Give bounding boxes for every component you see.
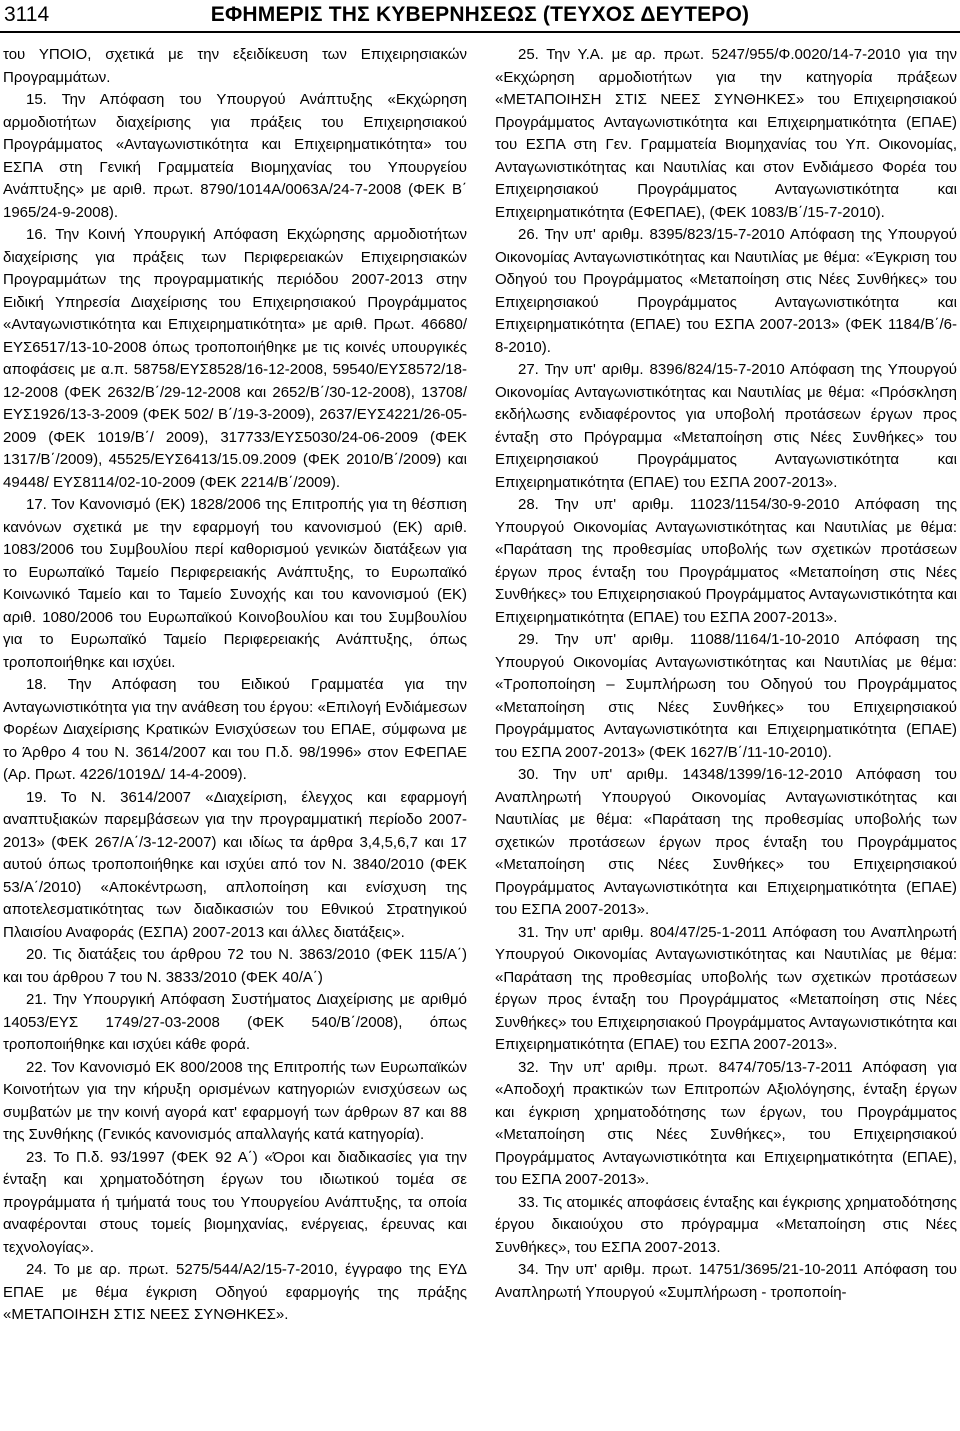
paragraph: 18. Την Απόφαση του Ειδικού Γραμματέα για την Ανταγωνιστικότητα για την ανάθεση του έργου: «Επιλογή Ενδιάμεσων Φορέων Διαχείρισης Κρατικών Ενισχύσεων του ΕΠΑΕ, σύμφωνα με το Άρθρο 4 του Ν. 3614/2007 και του Π.δ. 98/1996» στον ΕΦΕΠΑΕ (Αρ. Πρωτ. 4226/1019Δ/ 14-4-2009). [3, 676, 467, 783]
paragraph: 31. Την υπ' αριθμ. 804/47/25-1-2011 Απόφαση του Αναπληρωτή Υπουργού Οικονομίας Ανταγωνιστικότητας και Ναυτιλίας με θέμα: «Παράταση της προθεσμίας υποβολής των σχετικών προτάσεων έργων προς ένταξη του Προγράμματος «Μεταποίηση στις Νέες Συνθήκες» του Επιχειρησιακού Προγράμματος Ανταγωνιστικότητα και Επιχειρηματικότητα (ΕΠΑΕ) του ΕΣΠΑ 2007-2013». [495, 923, 957, 1053]
paragraph: 32. Την υπ' αριθμ. πρωτ. 8474/705/13-7-2011 Απόφαση για «Αποδοχή πρακτικών των Επιτροπών Αξιολόγησης, ένταξη έργων και έγκριση χρηματοδότησης των έργων, του Προγράμματος «Μεταποίηση στις Νέες Συνθήκες», του Επιχειρησιακού Προγράμματος Ανταγωνιστικότητα και Επιχειρηματικότητα (ΕΠΑΕ), του ΕΣΠΑ 2007-2013». [495, 1058, 957, 1188]
paragraph: 33. Τις ατομικές αποφάσεις ένταξης και έγκρισης χρηματοδότησης έργου δικαιούχου στο πρόγραμμα «Μεταποίηση στις Νέες Συνθήκες», του ΕΣΠΑ 2007-2013. [495, 1193, 957, 1256]
paragraph: 24. Το με αρ. πρωτ. 5275/544/Α2/15-7-2010, έγγραφο της ΕΥΔ ΕΠΑΕ με θέμα έγκριση Οδηγού εφαρμογής της πράξης «ΜΕΤΑΠΟΙΗΣΗ ΣΤΙΣ ΝΕΕΣ ΣΥΝΘΗΚΕΣ». [3, 1261, 467, 1323]
paragraph: 27. Την υπ' αριθμ. 8396/824/15-7-2010 Απόφαση της Υπουργού Οικονομίας Ανταγωνιστικότητας και Ναυτιλίας με θέμα: «Πρόσκληση εκδήλωσης ενδιαφέροντος για υποβολή προτάσεων έργων προς ένταξη στο Πρόγραμμα «Μεταποίηση στις Νέες Συνθήκες» του Επιχειρησιακού Προγράμματος Ανταγωνιστικότητα και Επιχειρηματικότητα (ΕΠΑΕ) του ΕΣΠΑ 2007-2013». [495, 361, 957, 491]
right-column [495, 44, 957, 1426]
paragraph: 29. Την υπ' αριθμ. 11088/1164/1-10-2010 Απόφαση της Υπουργού Οικονομίας Ανταγωνιστικότητας και Ναυτιλίας με θέμα: «Τροποποίηση – Συμπλήρωση του Οδηγού του Προγράμματος «Μεταποίηση στις Νέες Συνθήκες» του Επιχειρησιακού Προγράμματος Ανταγωνιστικότητα και Επιχειρηματικότητα (ΕΠΑΕ) του ΕΣΠΑ 2007-2013» (ΦΕΚ 1627/Β΄/11-10-2010). [495, 631, 957, 761]
paragraph: 22. Τον Κανονισμό ΕΚ 800/2008 της Επιτροπής των Ευρωπαϊκών Κοινοτήτων για την κήρυξη ορισμένων κατηγοριών ενισχύσεων ως συμβατών με την κοινή αγορά κατ' εφαρμογή των άρθρων 87 και 88 της Συνθήκης (Γενικός κανονισμός απαλλαγής κατά κατηγορία). [3, 1058, 467, 1143]
paragraph: 20. Τις διατάξεις του άρθρου 72 του Ν. 3863/2010 (ΦΕΚ 115/Α΄) και του άρθρου 7 του Ν. 3833/2010 (ΦΕΚ 40/Α΄) [3, 946, 467, 986]
paragraph: 16. Την Κοινή Υπουργική Απόφαση Εκχώρησης αρμοδιοτήτων διαχείρισης για πράξεις των Περιφερειακών Επιχειρησιακών Προγραμμάτων της προγραμματικής περιόδου 2007-2013 στην Ειδική Υπηρεσία Διαχείρισης του Επιχειρησιακού Προγράμματος «Ανταγωνιστικότητα και Επιχειρηματικότητα» με αριθ. Πρωτ. 46680/ ΕΥΣ6517/13-10-2008 όπως τροποποιήθηκε με τις κοινές υπουργικές αποφάσεις με α.π. 58758/ΕΥΣ8528/16-12-2008, 59540/ΕΥΣ8572/18-12-2008 (ΦΕΚ 2632/Β΄/29-12-2008 και 2652/Β΄/30-12-2008), 13708/ΕΥΣ1926/13-3-2009 (ΦΕΚ 502/ Β΄/19-3-2009), 2637/ΕΥΣ4221/26-05-2009 (ΦΕΚ 1019/Β΄/ 2009), 317733/ΕΥΣ5030/24-06-2009 (ΦΕΚ 1317/Β΄/2009), 45525/ΕΥΣ6413/15.09.2009 (ΦΕΚ 2010/Β΄/2009) και 49448/ ΕΥΣ8114/02-10-2009 (ΦΕΚ 2214/Β΄/2009). [3, 226, 467, 491]
page-header [0, 0, 960, 30]
header-rule [0, 31, 960, 33]
paragraph: 30. Την υπ' αριθμ. 14348/1399/16-12-2010 Απόφαση του Αναπληρωτή Υπουργού Οικονομίας Ανταγωνιστικότητας και Ναυτιλίας με θέμα: «Παράταση της προθεσμίας υποβολής των σχετικών προτάσεων έργων προς ένταξη του Προγράμματος «Μεταποίηση στις Νέες Συνθήκες» του Επιχειρησιακού Προγράμματος Ανταγωνιστικότητα και Επιχειρηματικότητα (ΕΠΑΕ) του ΕΣΠΑ 2007-2013». [495, 766, 957, 918]
paragraph: 21. Την Υπουργική Απόφαση Συστήματος Διαχείρισης με αριθμό 14053/ΕΥΣ 1749/27-03-2008 (ΦΕΚ 540/Β΄/2008), όπως τροποποιήθηκε και ισχύει κάθε φορά. [3, 991, 467, 1053]
paragraph: 25. Την Υ.Α. με αρ. πρωτ. 5247/955/Φ.0020/14-7-2010 για την «Εκχώρηση αρμοδιοτήτων για την κατηγορία πράξεων «ΜΕΤΑΠΟΙΗΣΗ ΣΤΙΣ ΝΕΕΣ ΣΥΝΘΗΚΕΣ» του Επιχειρησιακού Προγράμματος Ανταγωνιστικότητα και Επιχειρηματικότητα (ΕΠΑΕ) του ΕΣΠΑ στη Γεν. Γραμματεία Βιομηχανίας του Υπ. Οικονομίας, Ανταγωνιστικότητας και Ναυτιλίας και στον Ενδιάμεσο Φορέα του Επιχειρησιακού Προγράμματος Ανταγωνιστικότητα και Επιχειρηματικότητα (ΕΦΕΠΑΕ), (ΦΕΚ 1083/Β΄/15-7-2010). [495, 46, 957, 221]
paragraph: 26. Την υπ' αριθμ. 8395/823/15-7-2010 Απόφαση της Υπουργού Οικονομίας Ανταγωνιστικότητας και Ναυτιλίας με θέμα: «Έγκριση του Οδηγού του Προγράμματος «Μεταποίηση στις Νέες Συνθήκες» του Επιχειρησιακού Προγράμματος Ανταγωνιστικότητα και Επιχειρηματικότητα (ΕΠΑΕ) του ΕΣΠΑ 2007-2013» (ΦΕΚ 1184/Β΄/6-8-2010). [495, 226, 957, 356]
left-column [3, 44, 467, 1426]
paragraph: 15. Την Απόφαση του Υπουργού Ανάπτυξης «Εκχώρηση αρμοδιοτήτων διαχείρισης για πράξεις του Επιχειρησιακού Προγράμματος «Ανταγωνιστικότητα και Επιχειρηματικότητα» του ΕΣΠΑ στη Γενική Γραμματεία Βιομηχανίας του Υπουργείου Ανάπτυξης» με αριθ. πρωτ. 8790/1014Α/0063Α/24-7-2008 (ΦΕΚ Β΄ 1965/24-9-2008). [3, 91, 467, 221]
gazette-title: ΕΦΗΜΕΡΙΣ ΤΗΣ ΚΥΒΕΡΝΗΣΕΩΣ (ΤΕΥΧΟΣ ΔΕΥΤΕΡΟ) [210, 3, 750, 26]
paragraph: 17. Τον Κανονισμό (ΕΚ) 1828/2006 της Επιτροπής για τη θέσπιση κανόνων σχετικά με την εφαρμογή του κανονισμού (ΕΚ) αριθ. 1083/2006 του Συμβουλίου περί καθορισμού γενικών διατάξεων για το Ευρωπαϊκό Ταμείο Περιφερειακής Ανάπτυξης, το Ευρωπαϊκό Κοινωνικό Ταμείο και το Ταμείο Συνοχής και του κανονισμού (ΕΚ) αριθ. 1080/2006 του Ευρωπαϊκού Κοινοβουλίου και του Συμβουλίου για το Ευρωπαϊκό Ταμείο Περιφερειακής Ανάπτυξης, όπως τροποποιήθηκε και ισχύει. [3, 496, 467, 671]
paragraph: 28. Την υπ' αριθμ. 11023/1154/30-9-2010 Απόφαση της Υπουργού Οικονομίας Ανταγωνιστικότητας και Ναυτιλίας με θέμα: «Παράταση της προθεσμίας υποβολής των σχετικών προτάσεων έργων προς ένταξη του Προγράμματος «Μεταποίηση στις Νέες Συνθήκες» του Επιχειρησιακού Προγράμματος Ανταγωνιστικότητα και Επιχειρηματικότητα (ΕΠΑΕ) του ΕΣΠΑ 2007-2013». [495, 496, 957, 626]
paragraph: του ΥΠΟΙΟ, σχετικά με την εξειδίκευση των Επιχειρησιακών Προγραμμάτων. [3, 46, 467, 86]
paragraph: 23. Το Π.δ. 93/1997 (ΦΕΚ 92 Α΄) «Όροι και διαδικασίες για την ένταξη και χρηματοδότηση έργων του ιδιωτικού τομέα σε προγράμματα ή τμήματά τους του Υπουργείου Ανάπτυξης, τα οποία αναφέρονται στους τομείς βιομηχανίας, ενέργειας, έρευνας και τεχνολογίας». [3, 1148, 467, 1256]
paragraph: 19. Το Ν. 3614/2007 «Διαχείριση, έλεγχος και εφαρμογή αναπτυξιακών παρεμβάσεων για την προγραμματική περίοδο 2007-2013» (ΦΕΚ 267/Α΄/3-12-2007) και ιδίως τα άρθρα 3,4,5,6,7 και 17 αυτού όπως τροποποιήθηκε και ισχύει από τον Ν. 3840/2010 (ΦΕΚ 53/Α΄/2010) «Αποκέντρωση, απλοποίηση και ενίσχυση της αποτελεσματικότητας των διαδικασιών του Εθνικού Στρατηγικού Πλαισίου Αναφοράς (ΕΣΠΑ) 2007-2013 και άλλες διατάξεις». [3, 788, 467, 941]
paragraph: 34. Την υπ' αριθμ. πρωτ. 14751/3695/21-10-2011 Απόφαση του Αναπληρωτή Υπουργού «Συμπλήρωση - τροποποίη- [495, 1261, 957, 1301]
page-number: 3114 [4, 3, 50, 26]
